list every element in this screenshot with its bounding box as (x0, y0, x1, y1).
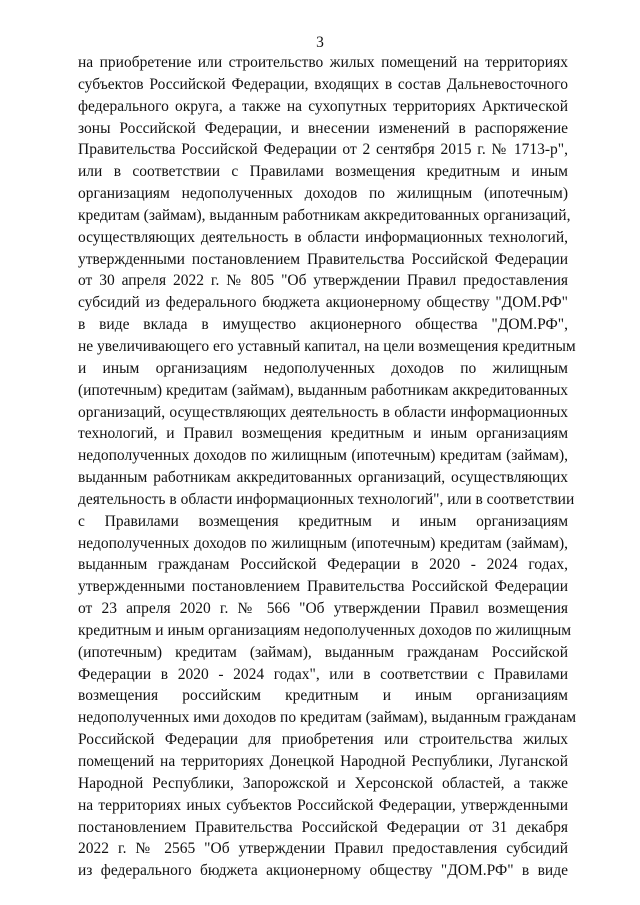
text-line: (ипотечным) кредитам (займам), выданным гражданам Российской (78, 643, 568, 661)
text-line: в виде вклада в имущество акционерного общества "ДОМ.РФ", (78, 316, 568, 334)
text-line: осуществляющих деятельность в области информационных технологий, (78, 228, 568, 246)
text-line: 2022 г. № 2565 "Об утверждении Правил предоставления субсидий (78, 840, 568, 858)
text-line: технологий, и Правил возмещения кредитным и иным организациям (78, 425, 568, 443)
text-line: недополученных ими доходов по кредитам (займам), выданным гражданам (78, 709, 577, 727)
text-line: возмещения российским кредитным и иным организациям (78, 687, 568, 705)
text-line: из федерального бюджета акционерному обществу "ДОМ.РФ" в виде (78, 862, 568, 880)
text-line: недополученных доходов по жилищным (ипотечным) кредитам (займам), (78, 534, 568, 552)
text-line: от 30 апреля 2022 г. № 805 "Об утверждении Правил предоставления (78, 272, 568, 290)
text-line: утвержденными постановлением Правительства Российской Федерации (78, 578, 568, 596)
text-line: кредитам (займам), выданным работникам аккредитованных организаций, (78, 206, 571, 224)
text-line: кредитным и иным организациям недополученных доходов по жилищным (78, 621, 572, 639)
text-line: с Правилами возмещения кредитным и иным организациям (78, 512, 568, 530)
text-line: и иным организациям недополученных доходов по жилищным (78, 359, 568, 377)
text-line: от 23 апреля 2020 г. № 566 "Об утверждении Правил возмещения (78, 600, 568, 618)
text-line: на территориях иных субъектов Российской Федерации, утвержденными (78, 796, 568, 814)
text-line: (ипотечным) кредитам (займам), выданным работникам аккредитованных (78, 381, 568, 399)
text-line: деятельность в области информационных технологий", или в соответствии (78, 490, 575, 508)
text-line: помещений на территориях Донецкой Народной Республики, Луганской (78, 753, 568, 770)
text-line: или в соответствии с Правилами возмещения кредитным и иным (78, 163, 568, 181)
text-line: субсидий из федерального бюджета акционерному обществу "ДОМ.РФ" (78, 294, 568, 312)
text-line: субъектов Российской Федерации, входящих в состав Дальневосточного (78, 75, 568, 93)
text-line: организаций, осуществляющих деятельность в области информационных (78, 403, 568, 421)
text-line: утвержденными постановлением Правительства Российской Федерации (78, 250, 568, 268)
body-text (78, 52, 577, 882)
text-line: федерального округа, а также на сухопутных территориях Арктической (78, 97, 568, 115)
text-line: Правительства Российской Федерации от 2 сентября 2015 г. № 1713-р", (78, 141, 568, 159)
text-line: недополученных доходов по жилищным (ипотечным) кредитам (займам), (78, 447, 568, 465)
text-line: Российской Федерации для приобретения или строительства жилых (78, 731, 568, 749)
text-line: выданным гражданам Российской Федерации в 2020 - 2024 годах, (78, 556, 568, 574)
text-line: зоны Российской Федерации, и внесении изменений в распоряжение (78, 119, 568, 137)
text-line: Федерации в 2020 - 2024 годах", или в соответствии с Правилами (78, 665, 568, 683)
text-line: организациям недополученных доходов по жилищным (ипотечным) (78, 185, 568, 203)
text-line: не увеличивающего его уставный капитал, на цели возмещения кредитным (78, 337, 576, 355)
page-number: 3 (316, 34, 324, 51)
text-line: постановлением Правительства Российской Федерации от 31 декабря (78, 818, 568, 836)
text-line: выданным работникам аккредитованных организаций, осуществляющих (78, 469, 568, 487)
text-line: на приобретение или строительство жилых помещений на территориях (78, 54, 568, 71)
text-line: Народной Республики, Запорожской и Херсонской областей, а также (78, 774, 568, 792)
